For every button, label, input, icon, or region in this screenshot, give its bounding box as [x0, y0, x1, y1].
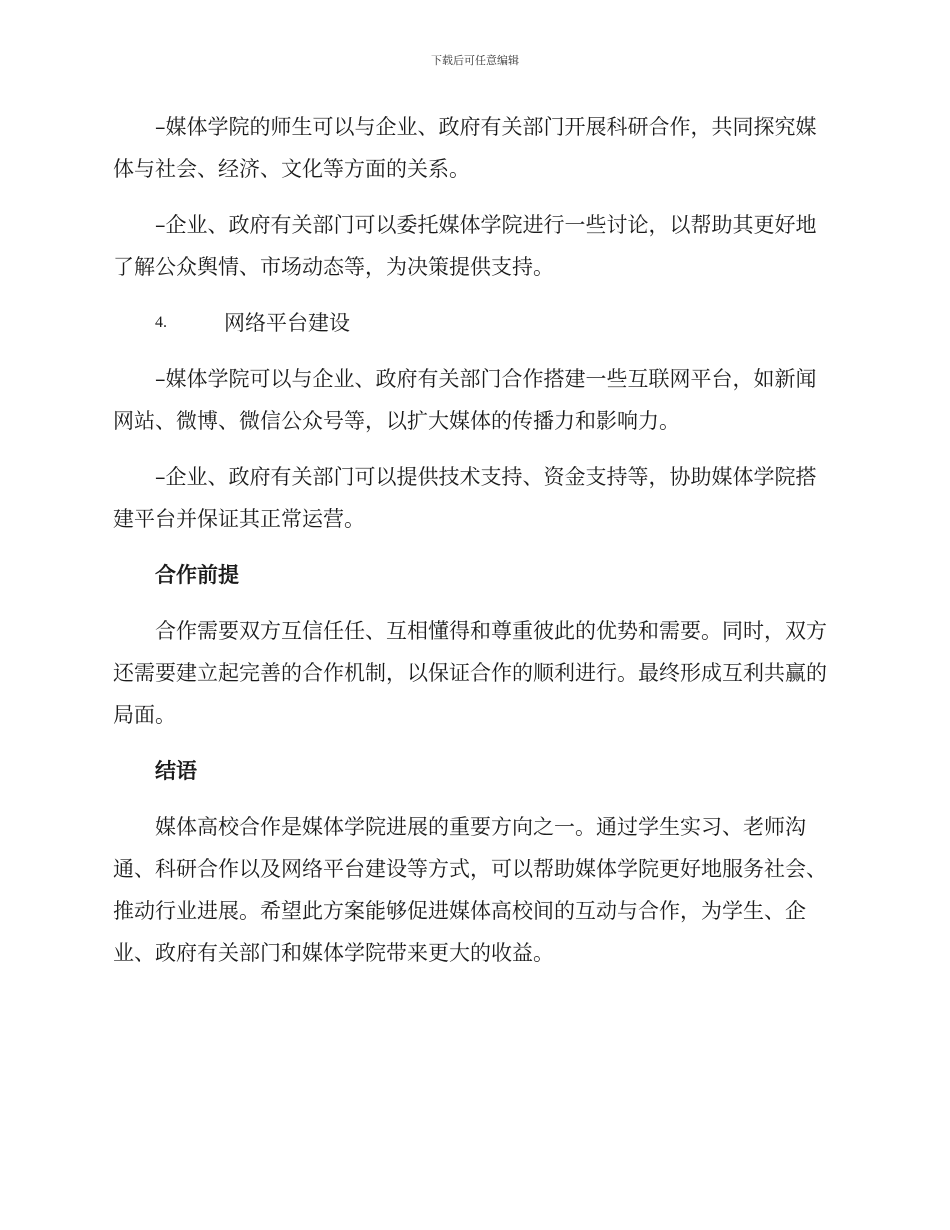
heading-cooperation-premise: 合作前提: [155, 563, 239, 587]
heading-conclusion: 结语: [155, 759, 197, 783]
paragraph-commissioned-discussion: –企业、政府有关部门可以委托媒体学院进行一些讨论，以帮助其更好地了解公众舆情、市场动态等，为决策提供支持。: [113, 213, 817, 279]
section-number: 4.: [155, 314, 167, 331]
paragraph-conclusion: 媒体高校合作是媒体学院进展的重要方向之一。通过学生实习、老师沟通、科研合作以及网络平台建设等方式，可以帮助媒体学院更好地服务社会、推动行业进展。希望此方案能够促进媒体高校间的互动与合作，为学生、企业、政府有关部门和媒体学院带来更大的收益。: [113, 815, 827, 965]
section-title: 网络平台建设: [224, 311, 350, 335]
paragraph-platform-support: –企业、政府有关部门可以提供技术支持、资金支持等，协助媒体学院搭建平台并保证其正常运营。: [113, 465, 817, 531]
document-body: [113, 106, 833, 988]
paragraph-platform-building: –媒体学院可以与企业、政府有关部门合作搭建一些互联网平台，如新闻网站、微博、微信公众号等，以扩大媒体的传播力和影响力。: [113, 367, 817, 433]
page-header: 下载后可任意编辑: [431, 54, 519, 67]
section-4-heading: [113, 302, 833, 344]
paragraph-cooperation-premise: 合作需要双方互信任任、互相懂得和尊重彼此的优势和需要。同时，双方还需要建立起完善的合作机制，以保证合作的顺利进行。最终形成互利共赢的局面。: [113, 619, 827, 727]
paragraph-research-cooperation: –媒体学院的师生可以与企业、政府有关部门开展科研合作，共同探究媒体与社会、经济、文化等方面的关系。: [113, 115, 817, 181]
